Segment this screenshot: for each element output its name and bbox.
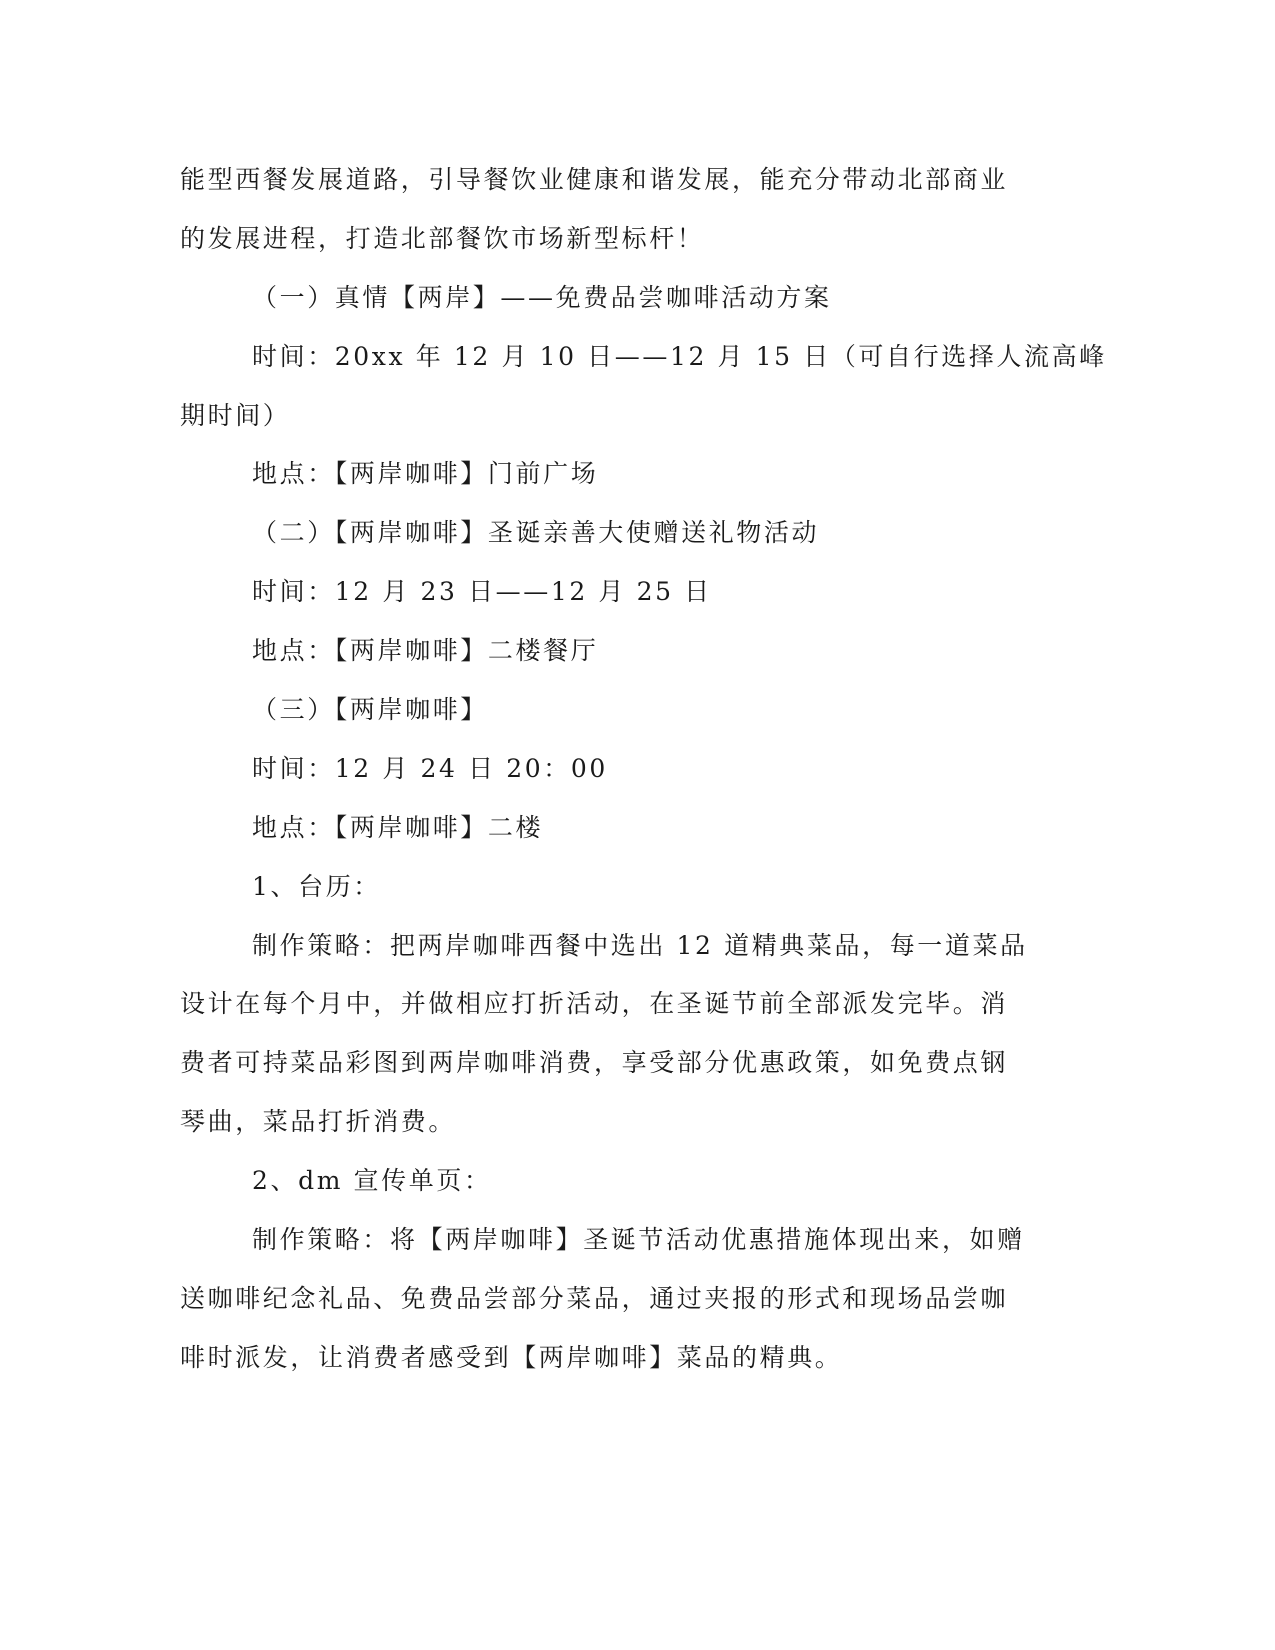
event-1-location: 地点：【两岸咖啡】门前广场 — [252, 459, 599, 489]
paragraph-line: 制作策略：把两岸咖啡西餐中选出 12 道精典菜品，每一道菜品 — [252, 930, 1028, 960]
event-1-time: 时间：20xx 年 12 月 10 日——12 月 15 日（可自行选择人流高峰 — [252, 341, 1107, 371]
paragraph-line: 能型西餐发展道路，引导餐饮业健康和谐发展，能充分带动北部商业 — [180, 165, 1009, 194]
event-3-time: 时间：12 月 24 日 20：00 — [252, 753, 608, 783]
paragraph-line: 啡时派发，让消费者感受到【两岸咖啡】菜品的精典。 — [180, 1342, 843, 1372]
paragraph-line: 制作策略：将【两岸咖啡】圣诞节活动优惠措施体现出来，如赠 — [252, 1225, 1025, 1255]
document-body — [180, 151, 1107, 1388]
event-2-time: 时间：12 月 23 日——12 月 25 日 — [252, 577, 712, 607]
item-heading-dm-flyer: 2、dm 宣传单页： — [252, 1166, 492, 1196]
paragraph-line: 费者可持菜品彩图到两岸咖啡消费，享受部分优惠政策，如免费点钢 — [180, 1048, 1009, 1078]
event-3-location: 地点：【两岸咖啡】二楼 — [252, 812, 544, 842]
event-2-location: 地点：【两岸咖啡】二楼餐厅 — [252, 636, 599, 666]
item-heading-calendar: 1、台历： — [252, 871, 381, 901]
section-heading-1: （一）真情【两岸】——免费品尝咖啡活动方案 — [252, 282, 832, 312]
event-1-time-continued: 期时间） — [180, 400, 291, 430]
section-heading-3: （三）【两岸咖啡】 — [252, 695, 488, 725]
section-heading-2: （二）【两岸咖啡】圣诞亲善大使赠送礼物活动 — [252, 518, 820, 548]
paragraph-line: 设计在每个月中，并做相应打折活动，在圣诞节前全部派发完毕。消 — [180, 989, 1009, 1019]
paragraph-line: 琴曲，菜品打折消费。 — [180, 1107, 457, 1137]
paragraph-line: 送咖啡纪念礼品、免费品尝部分菜品，通过夹报的形式和现场品尝咖 — [180, 1283, 1009, 1313]
paragraph-line: 的发展进程，打造北部餐饮市场新型标杆！ — [180, 223, 705, 253]
